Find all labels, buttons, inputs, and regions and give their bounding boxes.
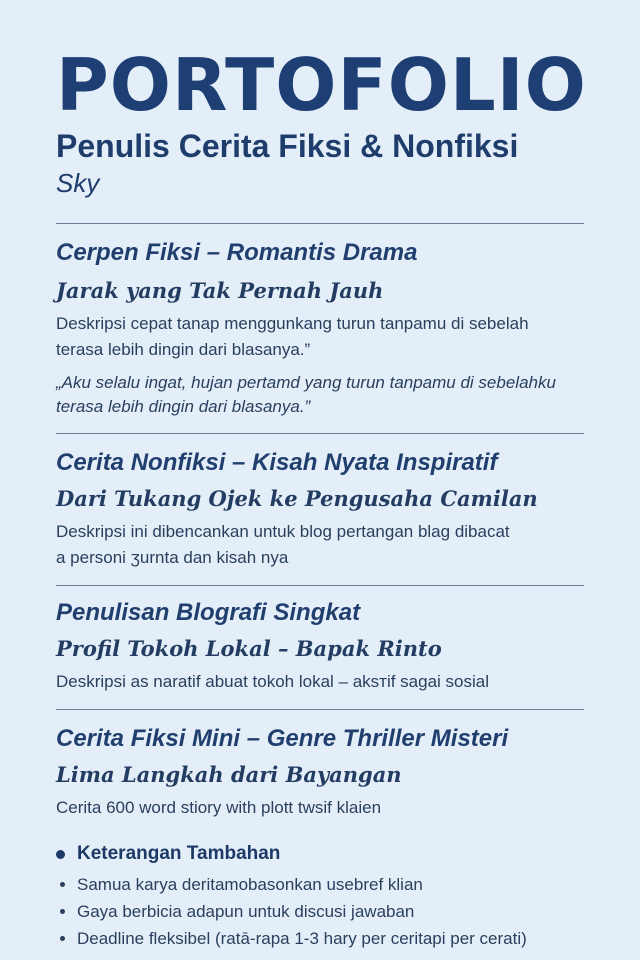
list-item — [56, 898, 584, 925]
divider — [56, 433, 584, 434]
divider — [56, 585, 584, 586]
work-description-line: Deskripsi as naratif abuat tokoh lokal – aksтif sagai sosial — [56, 672, 490, 691]
additional-notes — [56, 841, 584, 952]
portfolio-section-1 — [56, 238, 584, 419]
section-category: Cerita Nonfiksi – Kisah Nyata Inspiratif — [56, 449, 498, 476]
list-item — [56, 871, 584, 898]
work-title: Jarak yang Tak Pernah Jauh — [56, 278, 384, 303]
notes-heading-label: Keterangan Tambahan — [77, 843, 281, 864]
author-name: Sky — [56, 168, 100, 198]
work-title: Lima Langkah dari Bayangan — [56, 762, 402, 787]
work-title: Profil Tokoh Lokal – Bapak Rinto — [56, 636, 442, 661]
bullet-icon — [60, 936, 65, 941]
page-title: PORTOFOLIO — [56, 43, 587, 127]
work-description-line: Cerita 600 word stiory with plott twsif klaien — [56, 798, 382, 817]
list-item-text: Gaya berbicia adapun untuk discusi jawaban — [77, 902, 415, 921]
bullet-icon — [60, 882, 65, 887]
work-description-line: terasa lebih dingin dari blasanya.” — [56, 340, 311, 359]
portfolio-section-2 — [56, 448, 584, 571]
work-quote-line: „Aku selalu ingat, hujan pertamd yang turun tanpamu di sebelahku — [56, 373, 556, 392]
portfolio-section-4 — [56, 724, 584, 821]
section-category: Cerita Fiksi Mini – Genre Thriller Misteri — [56, 725, 509, 752]
list-item-text: Samua karya deritamobasonkan usebref klian — [77, 875, 423, 894]
list-item — [56, 925, 584, 952]
bullet-icon — [60, 909, 65, 914]
section-category: Cerpen Fiksi – Romantis Drama — [56, 239, 418, 266]
notes-list — [56, 871, 584, 952]
work-description-line: a personi ʒurnta dan kisah nya — [56, 548, 289, 567]
list-item-text: Deadline fleksibel (ratā-rapa 1-3 hary per ceritapi per cerati) — [77, 929, 527, 948]
page-subtitle: Penulis Cerita Fiksi & Nonfiksi — [56, 128, 519, 164]
bullet-icon — [56, 850, 65, 859]
work-quote-line: terasa lebih dingin dari blasanya.” — [56, 397, 311, 416]
divider — [56, 709, 584, 710]
section-category: Penulisan Blografi Singkat — [56, 599, 361, 626]
work-description-line: Deskripsi cepat tanap menggunkang turun tanpamu di sebelah — [56, 314, 529, 333]
notes-heading — [56, 841, 584, 867]
work-description-line: Deskripsi ini dibencankan untuk blog pertangan blag dibacat — [56, 522, 510, 541]
work-title: Dari Tukang Ojek ke Pengusaha Camilan — [56, 486, 538, 511]
portfolio-section-3 — [56, 598, 584, 695]
divider — [56, 223, 584, 224]
